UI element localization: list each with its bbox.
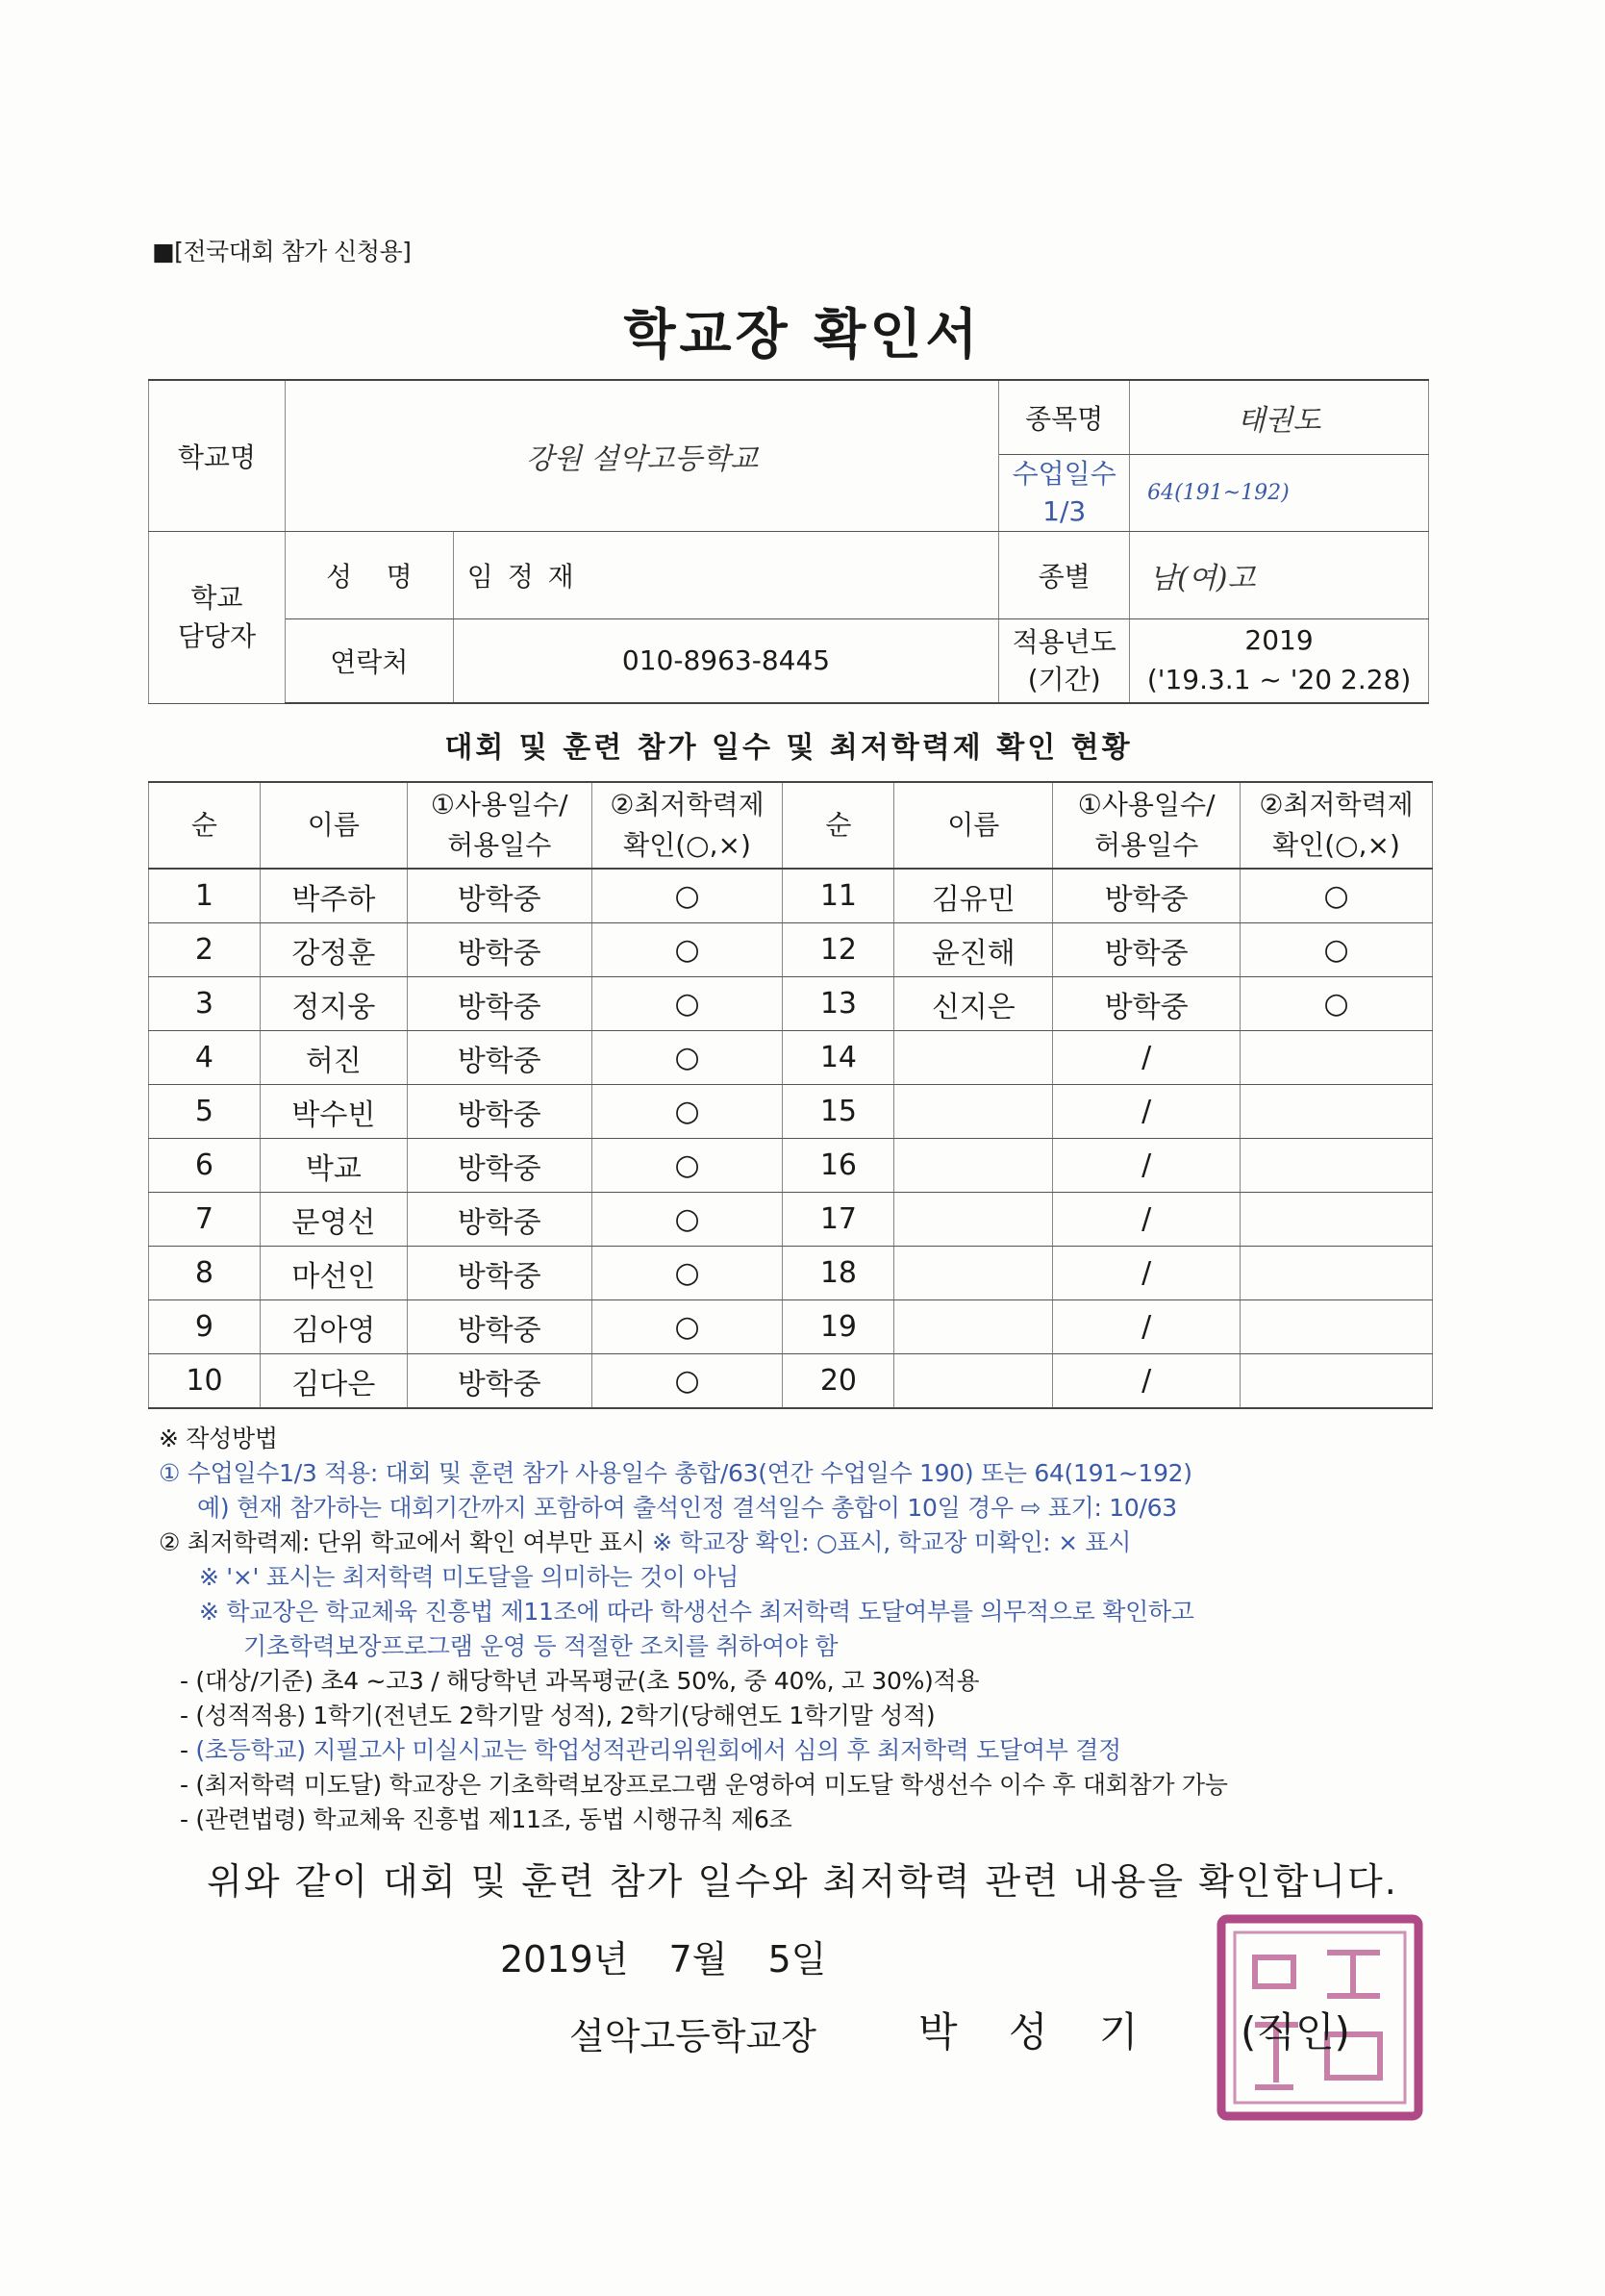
type-value: 남(여)고 xyxy=(1130,531,1429,618)
cell-check xyxy=(1241,1300,1433,1354)
cell-days: 방학중 xyxy=(407,1031,591,1085)
cell-days: 방학중 xyxy=(407,977,591,1031)
cell-check: ○ xyxy=(591,923,783,977)
cell-no: 3 xyxy=(149,977,261,1031)
cell-days: 방학중 xyxy=(407,1300,591,1354)
cell-no: 7 xyxy=(149,1193,261,1247)
year-value: 2019 xyxy=(1244,624,1314,657)
confirmation-statement: 위와 같이 대회 및 훈련 참가 일수와 최저학력 관련 내용을 확인합니다. xyxy=(207,1860,1398,1903)
cell-name: 문영선 xyxy=(260,1193,407,1247)
cell-no: 12 xyxy=(783,923,894,977)
table-row xyxy=(149,1354,1433,1409)
cell-check: ○ xyxy=(591,1193,783,1247)
cell-no: 10 xyxy=(149,1354,261,1409)
header-no: 순 xyxy=(783,782,894,869)
seal-mark: (직인) xyxy=(1241,2008,1350,2056)
cell-check xyxy=(1241,1031,1433,1085)
note-4b: 기초학력보장프로그램 운영 등 적절한 조치를 취하여야 함 xyxy=(243,1632,839,1660)
cell-check: ○ xyxy=(1241,977,1433,1031)
note-2-highlight: ※ 학교장 확인: ○표시, 학교장 미확인: × 표시 xyxy=(652,1528,1132,1556)
notes-heading: ※ 작성방법 xyxy=(159,1425,278,1452)
cell-days: 방학중 xyxy=(1053,869,1241,923)
sport-label: 종목명 xyxy=(999,380,1130,454)
cell-no: 8 xyxy=(149,1247,261,1300)
signer-title: 설악고등학교장 xyxy=(569,2015,816,2057)
year-label: 적용년도 (기간) xyxy=(999,618,1130,703)
header-no: 순 xyxy=(149,782,261,869)
cell-name: 윤진해 xyxy=(894,923,1053,977)
cell-days: 방학중 xyxy=(407,923,591,977)
issue-date: 2019년 7월 5일 xyxy=(500,1938,827,1981)
table-row xyxy=(149,869,1433,923)
table-row xyxy=(149,1247,1433,1300)
cell-days: 방학중 xyxy=(1053,977,1241,1031)
cell-name: 김아영 xyxy=(260,1300,407,1354)
school-value: 강원 설악고등학교 xyxy=(285,380,998,531)
cell-name xyxy=(894,1300,1053,1354)
cell-name xyxy=(894,1031,1053,1085)
cell-name: 박교 xyxy=(260,1139,407,1193)
note-3: ※ '×' 표시는 최저학력 미도달을 의미하는 것이 아님 xyxy=(199,1563,740,1591)
note-4a: ※ 학교장은 학교체육 진흥법 제11조에 따라 학생선수 최저학력 도달여부를 의무적으로 확인하고 xyxy=(199,1598,1194,1626)
cell-no: 11 xyxy=(783,869,894,923)
cell-no: 5 xyxy=(149,1085,261,1139)
form-tag: ■[전국대회 참가 신청용] xyxy=(152,238,412,265)
table-row xyxy=(149,1031,1433,1085)
header-days: ①사용일수/ 허용일수 xyxy=(1053,782,1241,869)
roster-table xyxy=(148,781,1433,1409)
cell-check: ○ xyxy=(591,869,783,923)
cell-days: / xyxy=(1053,1354,1241,1409)
cell-name xyxy=(894,1193,1053,1247)
detail-3-dash: - xyxy=(180,1736,196,1764)
cell-check: ○ xyxy=(591,1300,783,1354)
header-days: ①사용일수/ 허용일수 xyxy=(407,782,591,869)
cell-no: 16 xyxy=(783,1139,894,1193)
cell-check: ○ xyxy=(591,1354,783,1409)
detail-5: - (관련법령) 학교체육 진흥법 제11조, 동법 시행규칙 제6조 xyxy=(180,1805,792,1833)
note-1b: 예) 현재 참가하는 대회기간까지 포함하여 출석인정 결석일수 총합이 10일 경우 ⇨ 표기: 10/63 xyxy=(197,1494,1177,1522)
cell-days: 방학중 xyxy=(407,1085,591,1139)
cell-name: 박수빈 xyxy=(260,1085,407,1139)
cell-name: 정지웅 xyxy=(260,977,407,1031)
cell-days: 방학중 xyxy=(407,1354,591,1409)
period-value: ('19.3.1 ~ '20 2.28) xyxy=(1146,663,1412,695)
detail-2: - (성적적용) 1학기(전년도 2학기말 성적), 2학기(당해연도 1학기말 성적) xyxy=(180,1702,936,1729)
table-row xyxy=(149,923,1433,977)
cell-no: 1 xyxy=(149,869,261,923)
table-row xyxy=(149,1139,1433,1193)
school-info-table xyxy=(148,379,1429,704)
page-title: 학교장 확인서 xyxy=(623,304,982,366)
cell-name xyxy=(894,1139,1053,1193)
cell-name: 김다은 xyxy=(260,1354,407,1409)
cell-check: ○ xyxy=(1241,923,1433,977)
table-row xyxy=(149,1193,1433,1247)
cell-no: 2 xyxy=(149,923,261,977)
cell-name: 김유민 xyxy=(894,869,1053,923)
cell-check xyxy=(1241,1193,1433,1247)
cell-name: 마선인 xyxy=(260,1247,407,1300)
cell-name xyxy=(894,1354,1053,1409)
cell-check: ○ xyxy=(591,1085,783,1139)
note-2 xyxy=(159,1526,1447,1560)
year-cell xyxy=(1130,618,1429,703)
note-1a: ① 수업일수1/3 적용: 대회 및 훈련 참가 사용일수 총합/63(연간 수업일수 190) 또는 64(191~192) xyxy=(159,1459,1192,1487)
cell-no: 4 xyxy=(149,1031,261,1085)
cell-check: ○ xyxy=(591,1031,783,1085)
type-label: 종별 xyxy=(999,531,1130,618)
name-value: 임 정 재 xyxy=(453,531,998,618)
cell-name: 허진 xyxy=(260,1031,407,1085)
cell-name: 강정훈 xyxy=(260,923,407,977)
cell-days: / xyxy=(1053,1085,1241,1139)
table-row xyxy=(149,1300,1433,1354)
cell-days: 방학중 xyxy=(1053,923,1241,977)
signer-name: 박 성 기 xyxy=(918,2008,1158,2056)
detail-3 xyxy=(159,1733,1447,1768)
detail-1: - (대상/기준) 초4 ~고3 / 해당학년 과목평균(초 50%, 중 40%, 고 30%)적용 xyxy=(180,1667,980,1695)
class-days-label: 수업일수 1/3 xyxy=(999,454,1130,531)
cell-check: ○ xyxy=(1241,869,1433,923)
cell-check xyxy=(1241,1139,1433,1193)
school-label: 학교명 xyxy=(149,380,286,531)
note-2-text: ② 최저학력제: 단위 학교에서 확인 여부만 표시 xyxy=(159,1528,653,1556)
cell-days: / xyxy=(1053,1031,1241,1085)
class-days-value: 64(191~192) xyxy=(1130,454,1429,531)
cell-name xyxy=(894,1247,1053,1300)
header-check: ②최저학력제 확인(○,×) xyxy=(1241,782,1433,869)
cell-no: 9 xyxy=(149,1300,261,1354)
cell-days: / xyxy=(1053,1300,1241,1354)
contact-label: 연락처 xyxy=(285,618,453,703)
manager-label: 학교 담당자 xyxy=(149,531,286,703)
header-name: 이름 xyxy=(894,782,1053,869)
cell-no: 15 xyxy=(783,1085,894,1139)
cell-days: 방학중 xyxy=(407,1247,591,1300)
cell-days: 방학중 xyxy=(407,1139,591,1193)
cell-no: 18 xyxy=(783,1247,894,1300)
cell-no: 13 xyxy=(783,977,894,1031)
header-check: ②최저학력제 확인(○,×) xyxy=(591,782,783,869)
cell-check: ○ xyxy=(591,1139,783,1193)
name-label: 성 명 xyxy=(285,531,453,618)
cell-name xyxy=(894,1085,1053,1139)
cell-no: 6 xyxy=(149,1139,261,1193)
header-name: 이름 xyxy=(260,782,407,869)
cell-days: / xyxy=(1053,1247,1241,1300)
cell-days: / xyxy=(1053,1193,1241,1247)
detail-4: - (최저학력 미도달) 학교장은 기초학력보장프로그램 운영하여 미도달 학생선수 이수 후 대회참가 가능 xyxy=(180,1771,1228,1799)
cell-days: 방학중 xyxy=(407,1193,591,1247)
table-row xyxy=(149,977,1433,1031)
cell-no: 19 xyxy=(783,1300,894,1354)
cell-check xyxy=(1241,1354,1433,1409)
instructions xyxy=(159,1422,1447,1837)
cell-check: ○ xyxy=(591,1247,783,1300)
cell-check: ○ xyxy=(591,977,783,1031)
detail-3-text: (초등학교) 지필고사 미실시교는 학업성적관리위원회에서 심의 후 최저학력 도달여부 결정 xyxy=(195,1736,1121,1764)
sport-value: 태권도 xyxy=(1130,380,1429,454)
table-row xyxy=(149,1085,1433,1139)
cell-name: 박주하 xyxy=(260,869,407,923)
cell-days: / xyxy=(1053,1139,1241,1193)
contact-value: 010-8963-8445 xyxy=(453,618,998,703)
cell-days: 방학중 xyxy=(407,869,591,923)
section-title: 대회 및 훈련 참가 일수 및 최저학력제 확인 현황 xyxy=(444,731,1133,765)
cell-name: 신지은 xyxy=(894,977,1053,1031)
cell-check xyxy=(1241,1085,1433,1139)
cell-no: 14 xyxy=(783,1031,894,1085)
cell-no: 20 xyxy=(783,1354,894,1409)
cell-no: 17 xyxy=(783,1193,894,1247)
cell-check xyxy=(1241,1247,1433,1300)
